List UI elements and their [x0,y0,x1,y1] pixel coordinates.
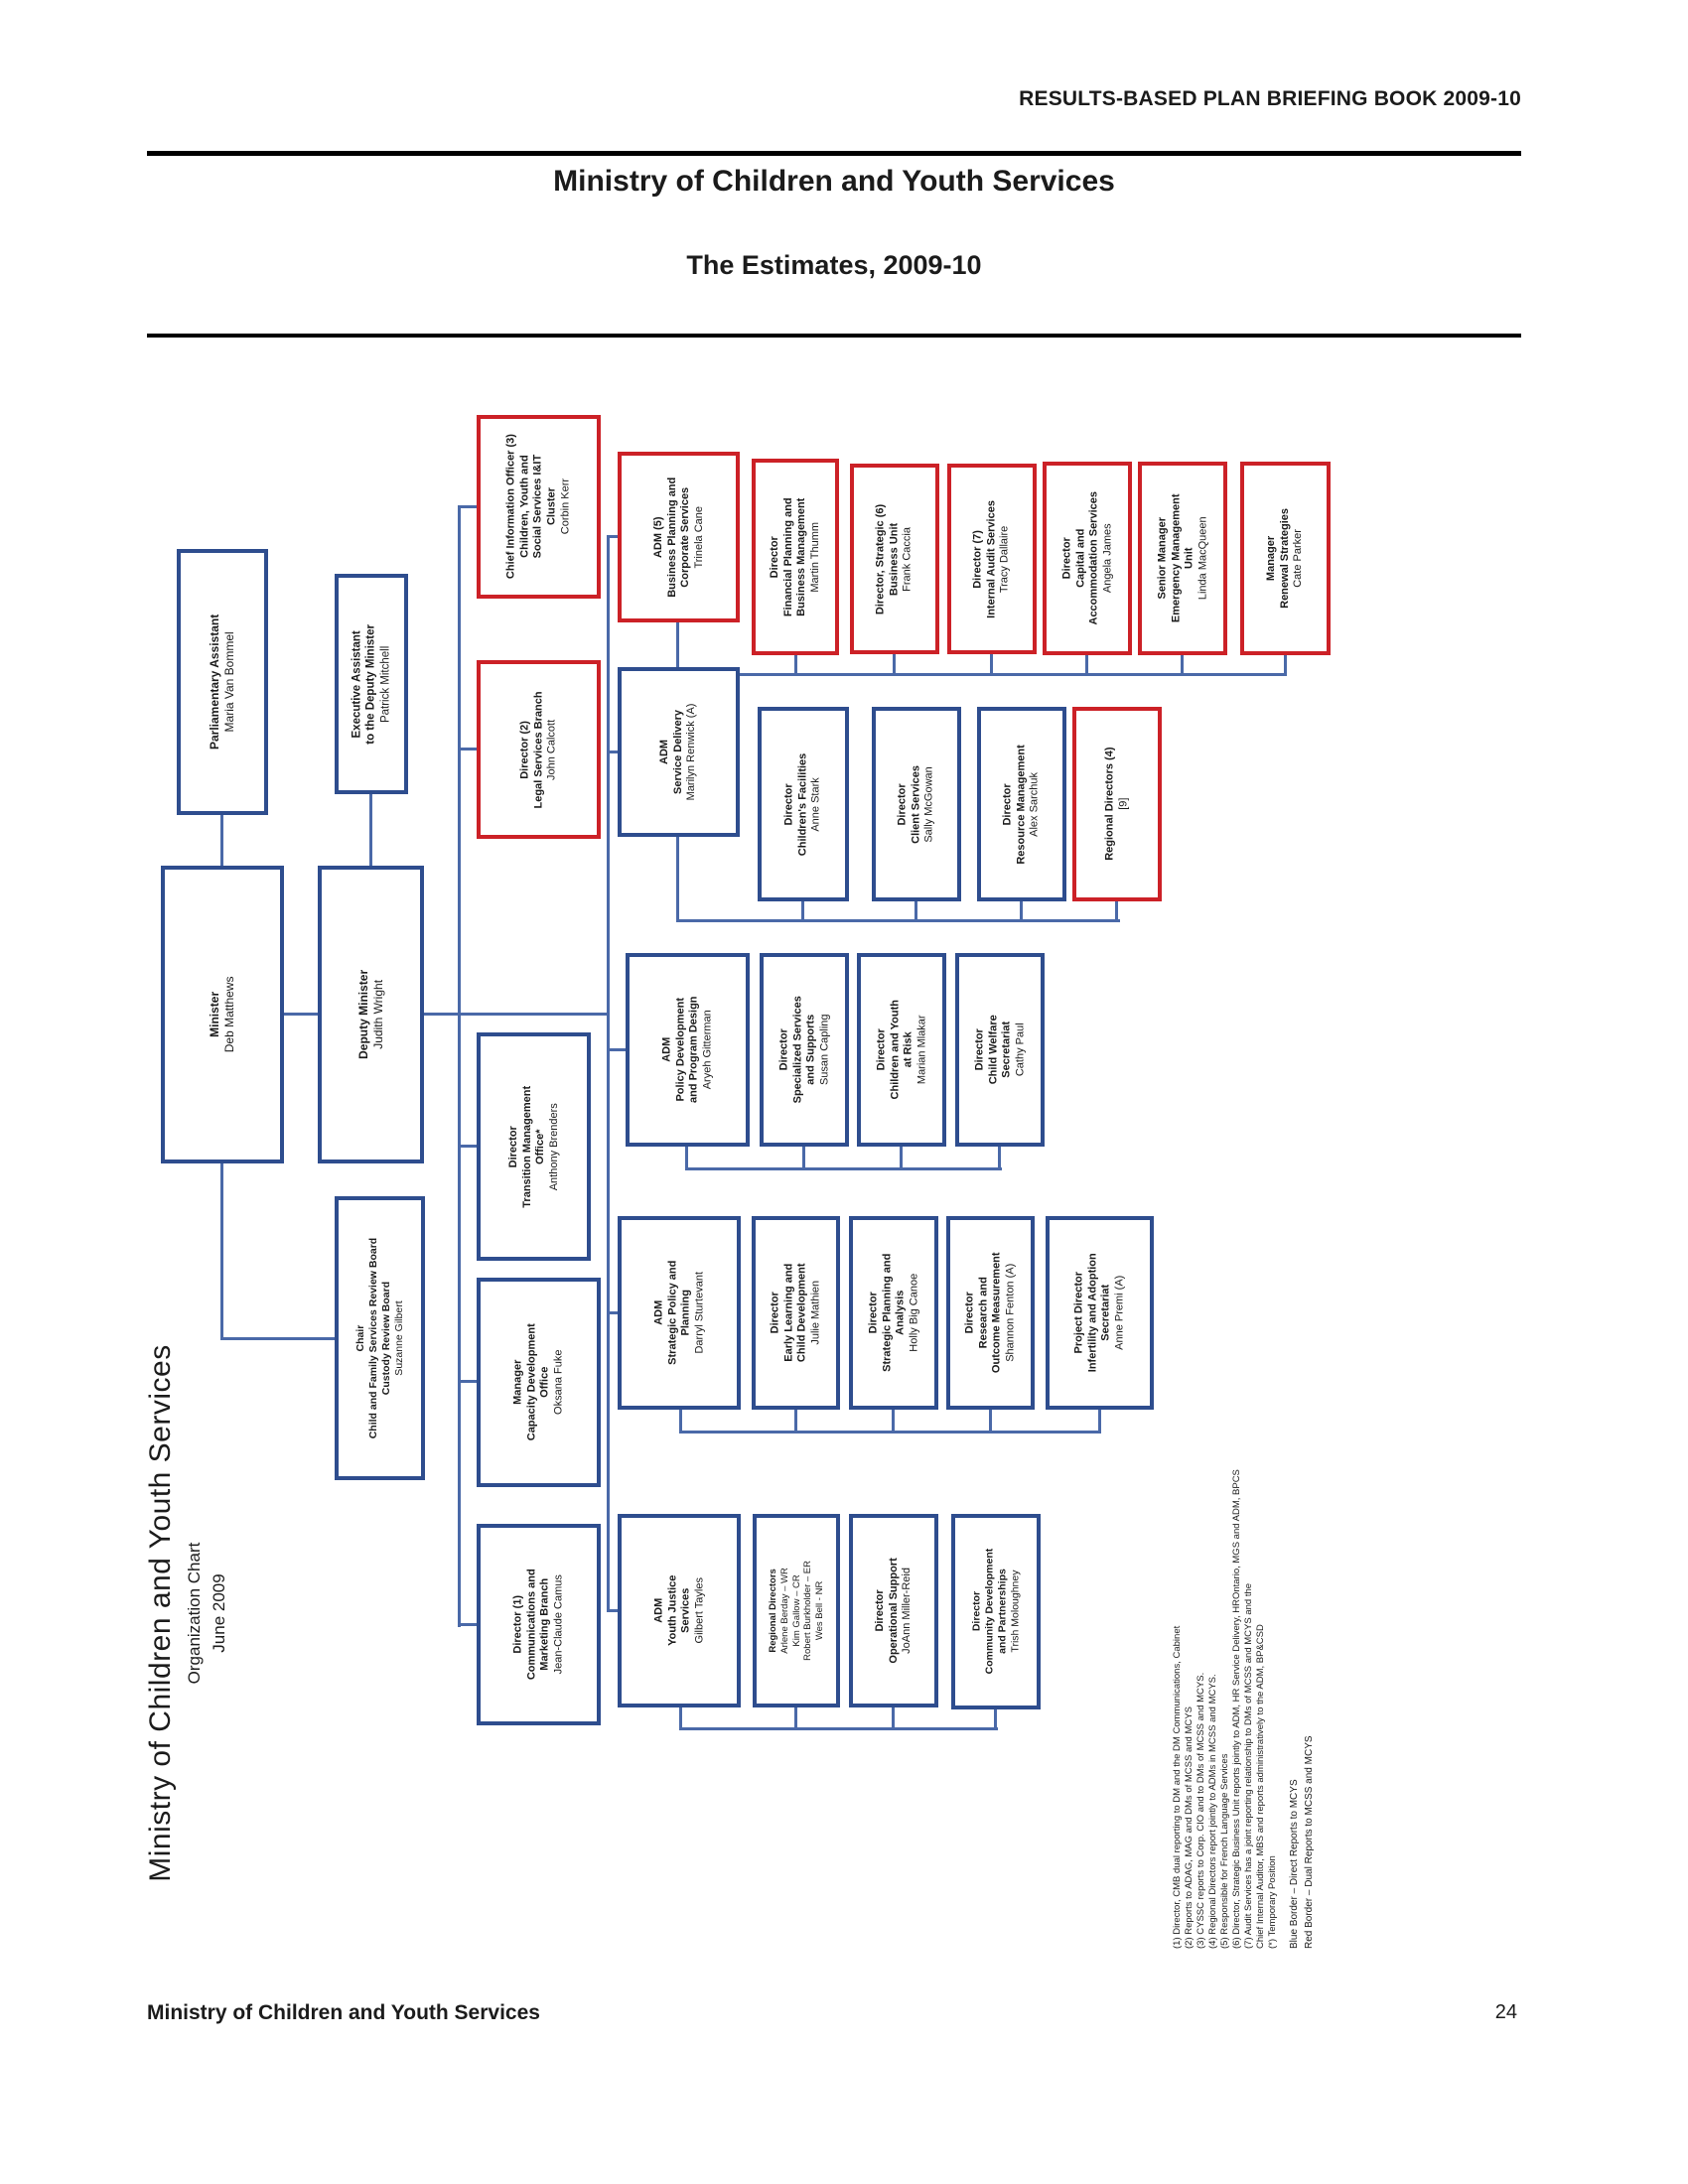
connector-line [794,1707,797,1727]
org-box-line: Unit [1183,547,1195,570]
org-box-cio-cyssc [477,415,601,599]
connector-line [794,1410,797,1431]
org-box-line: to the Deputy Minister [364,623,377,745]
connector-line [914,901,917,919]
org-box-line: Anthony Brenders [547,1102,560,1191]
chart-footnotes [1170,1274,1283,1953]
org-box-line: Accommodation Services [1087,491,1099,625]
footnote-line: Chief Internal Auditor, MBS and reports administratively to the ADM, BP&CSD [1254,1624,1266,1949]
connector-line [802,1147,805,1167]
org-box-line: Trinela Cane [692,505,705,569]
org-box-line: Director [506,1125,519,1168]
org-box-childrens-facilities [758,707,849,901]
connector-line [990,654,993,673]
chart-side-title [139,1291,268,1936]
org-box-line: Martin Thumm [808,521,821,593]
org-box-internal-audit [947,464,1037,654]
org-box-early-learning [752,1216,840,1410]
org-box-line: Senior Manager [1155,517,1168,600]
org-box-line: Shannon Fenton (A) [1004,1263,1017,1363]
connector-line [458,505,477,508]
footnote-line: (3) CYSSC reports to Corp. CIO and to DMs of MCSS and MCYS. [1195,1672,1206,1949]
org-box-line: Director [896,782,909,826]
org-box-line: Policy Development [673,998,686,1102]
org-box-line: Community Development [982,1549,995,1675]
org-box-line: Strategic Policy and [665,1260,678,1366]
org-box-line: Sally McGowan [922,765,935,843]
org-box-line: Parliamentary Assistant [208,614,222,751]
connector-line [676,622,679,673]
org-box-line: Wes Bell - NR [813,1580,825,1641]
org-box-line: Manager [511,1359,524,1406]
org-box-line: Minister [208,992,222,1038]
org-box-line: Director [776,1028,789,1071]
org-box-line: Director [874,1028,887,1071]
org-box-line: Frank Caccia [901,526,914,592]
org-box-line: Suzanne Gilbert [392,1300,405,1376]
org-box-line: ADM [651,1299,664,1326]
connector-line [685,1167,1002,1170]
connector-line [607,535,610,1612]
connector-line [679,1707,682,1727]
org-box-regional-directors-4 [1072,707,1162,901]
connector-line [1181,655,1184,673]
org-box-line: Regional Directors (4) [1103,747,1116,862]
footnote-line: (*) Temporary Position [1266,1855,1278,1949]
connector-line [607,1048,626,1051]
connector-line [900,1147,903,1167]
connector-line [220,815,223,866]
org-box-line: Arlene Berday – WR [778,1568,790,1654]
org-box-line: Renewal Strategies [1278,508,1291,609]
org-box-line: Director [782,782,795,826]
org-box-line: Research and [976,1277,989,1349]
org-box-line: Director [873,1589,886,1632]
org-box-line: Maria Van Bommel [222,631,236,733]
org-box-line: Director (2) [518,720,531,779]
connector-line [679,1727,998,1730]
connector-line [679,1431,1101,1433]
org-box-line: Financial Planning and [781,497,794,616]
org-box-line: Tracy Dallaire [998,525,1011,593]
org-box-adm-business-planning [618,452,740,622]
org-box-line: ADM [660,1036,673,1063]
org-box-line: Director [769,1292,781,1334]
org-box-line: Angela James [1100,523,1113,594]
org-box-line: Linda MacQueen [1196,516,1208,601]
org-box-line: ADM [658,739,671,765]
footer-page-number: 24 [1494,2001,1517,2023]
org-box-line: Alex Sarchuk [1028,771,1041,837]
org-box-line: Chair [353,1324,366,1352]
org-box-line: Business Planning and [664,477,677,598]
org-box-line: Marketing Branch [538,1578,551,1671]
org-box-line: Resource Management [1015,744,1028,865]
org-box-line: Business Management [795,497,807,616]
org-box-community-development [951,1514,1041,1709]
connector-line [998,1147,1001,1167]
org-box-line: and Supports [804,1015,816,1085]
org-box-line: Specialized Services [790,996,803,1104]
org-box-line: Communications and [524,1569,537,1681]
org-box-line: Children and Youth [888,1000,901,1100]
connector-line [1085,655,1088,673]
connector-line [892,1410,895,1431]
org-box-line: Business Unit [888,522,901,596]
org-box-line: ADM (5) [651,516,664,558]
connector-line [607,751,618,753]
org-box-adm-youth-justice [618,1514,741,1707]
org-box-line: Capacity Development [524,1323,537,1441]
org-box-line: Trish Moloughney [1009,1570,1022,1654]
org-box-chair-review-boards [335,1196,425,1480]
org-box-line: Director [969,1591,982,1632]
footnote-line: (2) Reports to ADAG, MAG and DMs of MCSS and MCYS [1183,1706,1195,1949]
connector-line [424,1013,610,1016]
org-box-line: Project Director [1072,1272,1085,1354]
org-box-line: Youth Justice [665,1574,678,1647]
org-box-line: Capital and [1073,528,1086,589]
org-box-line: Chief Information Officer (3) [504,434,517,580]
connector-line [284,1013,318,1016]
org-box-line: Director [972,1028,985,1071]
header-rule-top [147,151,1521,156]
org-box-line: Deputy Minister [355,970,370,1060]
org-box-line: Julie Mathien [809,1281,822,1345]
connector-line [892,1707,895,1727]
org-box-minister [161,866,284,1163]
org-box-line: Client Services [910,764,922,844]
org-box-legal-services [477,660,601,839]
org-box-capital-accommodation [1043,462,1132,655]
page-title: Ministry of Children and Youth Services [553,165,1115,198]
org-box-line: Jean-Claude Camus [552,1574,565,1675]
footer-ministry: Ministry of Children and Youth Services [147,2001,540,2024]
connector-line [607,535,618,538]
org-box-line: Children, Youth and [518,455,531,559]
org-box-adm-strategic-policy [618,1216,741,1410]
connector-line [607,1609,618,1612]
org-box-line: Early Learning and [781,1263,794,1363]
footnote-line: (4) Regional Directors report jointly to ADMs in MCSS and MCYS. [1206,1674,1218,1949]
connector-line [458,505,461,1627]
org-box-line: Cluster [545,487,558,526]
org-box-line: JoAnn Miller-Reid [900,1568,913,1654]
org-box-line: Office [538,1366,551,1399]
org-box-line: Children's Facilities [796,752,809,856]
connector-line [676,837,679,919]
connector-line [369,794,372,866]
org-box-research-outcome [946,1216,1035,1410]
chart-legend [1285,1666,1323,1952]
connector-line [1115,901,1118,919]
org-box-line: Director (7) [971,529,984,589]
org-box-line: Judith Wright [370,980,385,1049]
org-box-child-welfare-secretariat [955,953,1045,1147]
org-box-line: at Risk [902,1031,914,1068]
org-box-capacity-development [477,1278,601,1487]
connector-line [676,673,1287,676]
org-box-line: Anne Premi (A) [1113,1275,1126,1351]
org-box-line: Darryl Sturtevant [692,1272,705,1354]
chart-title-date: June 2009 [210,1573,228,1653]
org-box-line: Kim Gallow – CR [790,1574,802,1647]
legend-line: Blue Border – Direct Reports to MCYS [1289,1779,1300,1949]
org-box-line: Director [1059,537,1072,580]
org-box-adm-policy-development [626,953,750,1147]
connector-line [458,1380,477,1383]
chart-title-ministry: Ministry of Children and Youth Services [144,1344,177,1882]
org-box-transition-management [477,1032,591,1261]
org-box-line: Services [679,1587,691,1634]
org-box-line: Holly Big Canoe [907,1274,919,1352]
org-box-line: Operational Support [887,1558,900,1664]
connector-line [989,1410,992,1431]
org-box-parliamentary-assistant [177,549,268,815]
org-box-line: Susan Capling [817,1014,830,1086]
footnote-line: (5) Responsible for French Language Services [1218,1753,1230,1949]
org-box-line: Cate Parker [1292,529,1305,588]
org-box-specialized-services [760,953,849,1147]
org-box-client-services [872,707,961,901]
org-box-line: Cathy Paul [1013,1023,1026,1077]
org-box-line: Child Development [795,1263,808,1363]
org-box-resource-management [977,707,1066,901]
org-box-line: Director [768,535,780,579]
connector-line [1284,655,1287,673]
org-box-line: Secretariat [1099,1285,1112,1341]
org-box-strategic-business-unit [850,464,939,654]
connector-line [458,748,477,751]
org-box-children-youth-at-risk [857,953,946,1147]
org-box-line: Analysis [894,1290,906,1336]
connector-line [893,654,896,673]
org-box-line: Director [963,1292,976,1334]
org-box-line: ADM [651,1597,664,1624]
org-box-line: John Calcott [545,719,558,780]
org-box-line: Infertility and Adoption [1085,1253,1098,1373]
org-box-line: Aryeh Gitterman [701,1010,714,1090]
org-box-line: Oksana Fuke [552,1349,565,1416]
org-box-emergency-management [1138,462,1227,655]
connector-line [685,1147,688,1167]
footnote-line: (1) Director, CMB dual reporting to DM and the DM Communications, Cabinet [1172,1625,1183,1949]
org-box-line: Legal Services Branch [531,691,544,809]
org-box-line: Secretariat [1000,1022,1012,1078]
org-box-strategic-planning-analysis [849,1216,938,1410]
connector-line [794,655,797,673]
org-box-line: and Program Design [687,996,700,1104]
org-box-line: Internal Audit Services [985,499,998,618]
org-box-renewal-strategies [1240,462,1331,655]
org-box-line: Director [866,1292,879,1334]
org-box-line: Corporate Services [678,486,691,588]
org-box-line: Director, Strategic (6) [874,503,887,614]
org-box-line: Service Delivery [671,710,684,795]
page-subtitle: The Estimates, 2009-10 [686,250,982,280]
org-box-executive-assistant [335,574,408,794]
org-box-line: Manager [1265,535,1278,582]
org-box-line: Planning [679,1290,691,1336]
org-box-deputy-minister [318,866,424,1163]
org-box-line: Anne Stark [809,776,822,832]
org-box-line: Director [1001,782,1014,826]
org-box-line: Robert Burkholder – ER [801,1561,813,1661]
org-box-line: Transition Management [519,1085,532,1208]
org-box-line: [9] [1117,797,1129,811]
org-box-line: Patrick Mitchell [379,645,392,723]
org-box-line: Child Welfare [986,1015,999,1085]
footnote-line: (7) Audit Services has a joint reporting relationship to DMs of MCSS and MCYS and the [1242,1582,1254,1949]
org-box-operational-support [849,1514,938,1707]
org-box-regional-directors-yj [753,1514,840,1707]
legend-line: Red Border – Dual Reports to MCSS and MCYS [1303,1735,1315,1949]
footnote-line: (6) Director, Strategic Business Unit reports jointly to ADM, HR Service Delivery, HROntario, MGS and ADM, BPCS [1230,1469,1242,1949]
org-box-line: Deb Matthews [222,976,236,1053]
chart-title-orgchart: Organization Chart [185,1542,204,1685]
org-box-financial-planning [752,459,839,655]
header-book-title: RESULTS-BASED PLAN BRIEFING BOOK 2009-10 [1019,87,1521,110]
org-box-adm-service-delivery [618,667,740,837]
org-box-communications-marketing [477,1524,601,1725]
connector-line [801,901,804,919]
org-box-line: Executive Assistant [351,629,363,739]
org-box-line: Marilyn Renwick (A) [685,703,698,801]
header-rule-bottom [147,334,1521,338]
org-box-line: Corbin Kerr [558,478,571,535]
connector-line [1020,901,1023,919]
org-box-line: Gilbert Tayles [692,1577,705,1644]
org-box-line: Director (1) [511,1595,524,1654]
connector-line [1098,1410,1101,1431]
org-box-line: Marian Mlakar [914,1015,927,1085]
org-box-infertility-adoption [1046,1216,1154,1410]
org-box-line: Social Services I&IT [531,455,544,559]
connector-line [676,919,1120,922]
connector-line [458,1145,477,1148]
connector-line [607,1311,618,1314]
org-box-line: Outcome Measurement [990,1252,1003,1374]
org-box-line: Child and Family Services Review Board [366,1237,379,1439]
org-box-line: Emergency Management [1169,493,1182,623]
org-box-line: and Partnerships [996,1569,1008,1655]
org-box-line: Custody Review Board [379,1281,392,1396]
connector-line [679,1410,682,1431]
org-box-line: Regional Directors [767,1569,778,1653]
connector-line [994,1707,997,1727]
org-box-line: Strategic Planning and [880,1253,893,1373]
org-box-line: Office* [533,1129,546,1164]
connector-line [458,1623,477,1626]
